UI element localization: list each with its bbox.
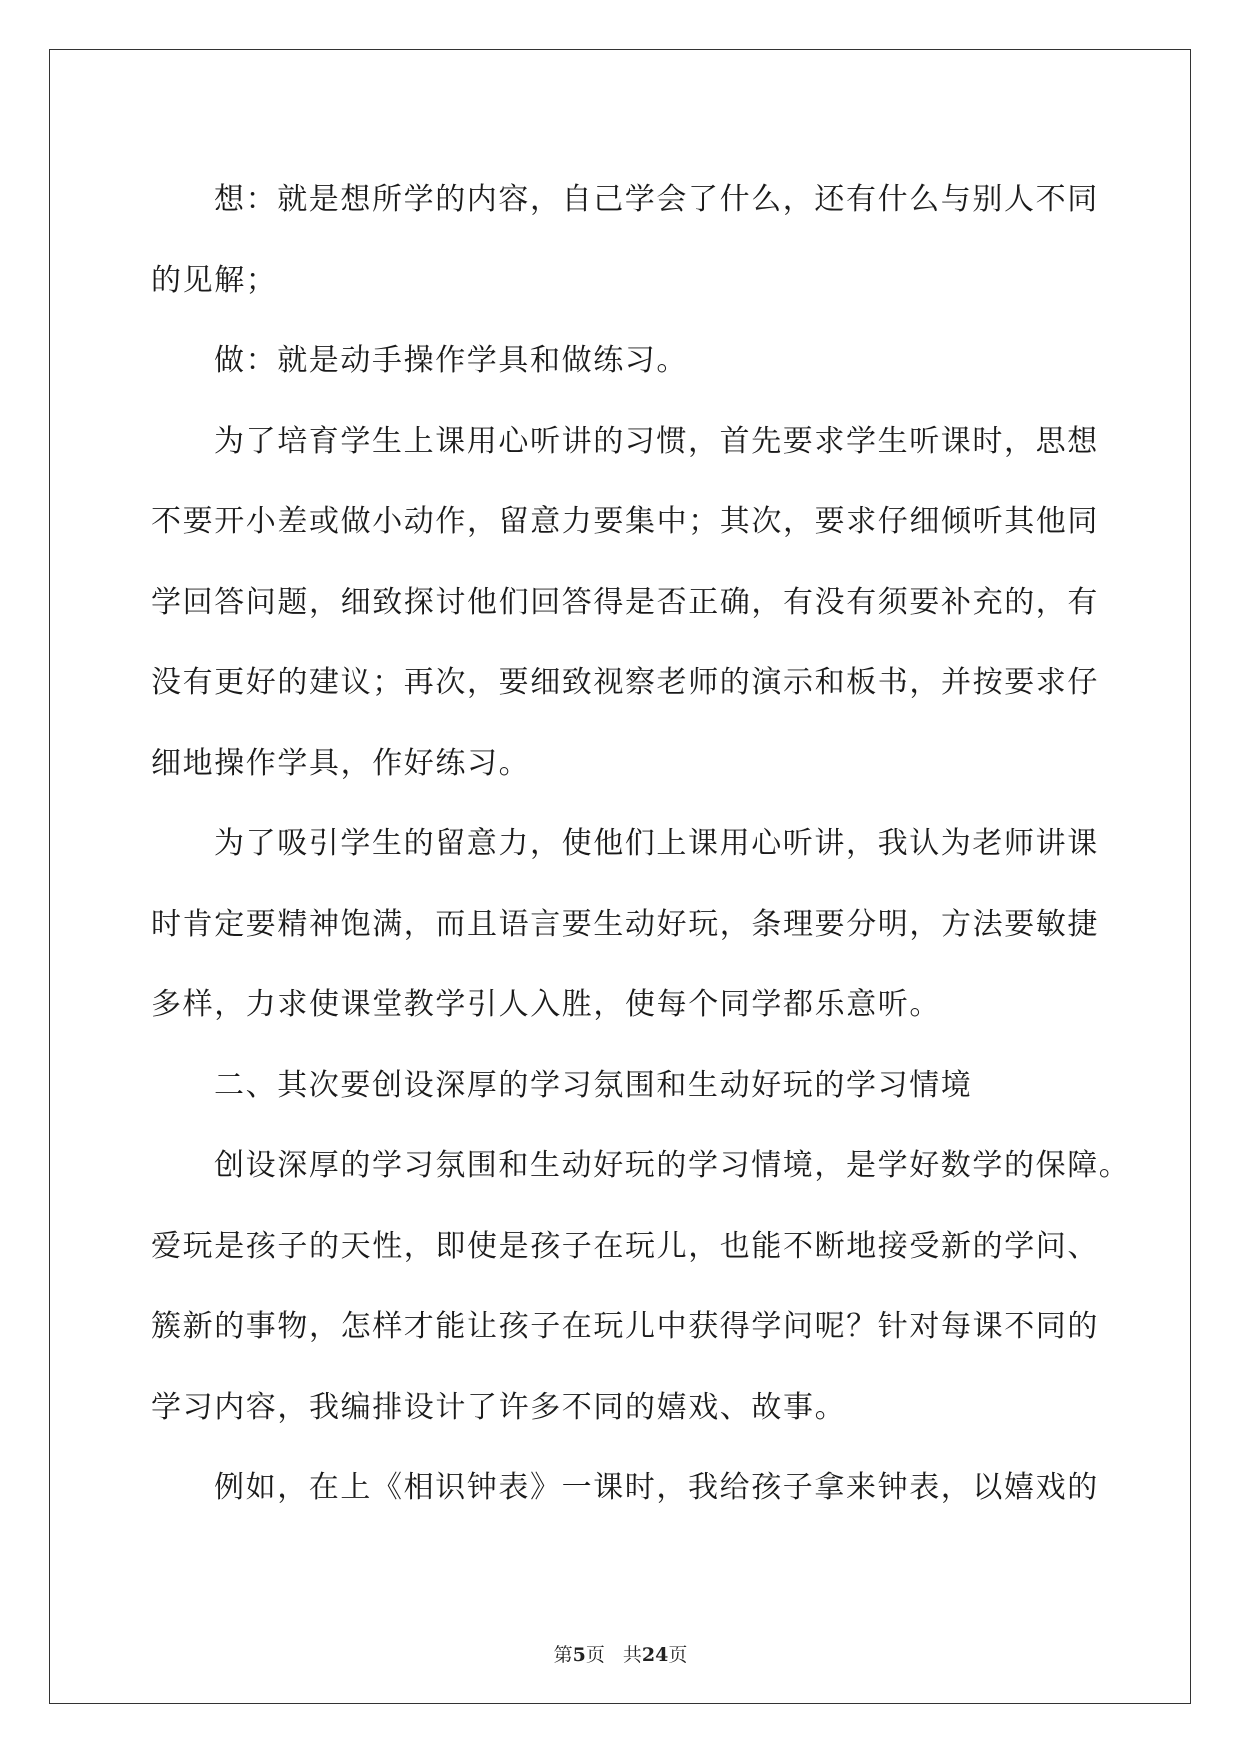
text-line: 不要开小差或做小动作，留意力要集中；其次，要求仔细倾听其他同 [151, 504, 1099, 539]
text-line: 做：就是动手操作学具和做练习。 [214, 343, 688, 378]
text-line: 学回答问题，细致探讨他们回答得是否正确，有没有须要补充的，有 [151, 584, 1099, 620]
text-line: 的见解； [151, 262, 278, 298]
text-line: 为了吸引学生的留意力，使他们上课用心听讲，我认为老师讲课 [214, 826, 1099, 861]
document-body [151, 160, 1131, 1529]
text-line: 例如，在上《相识钟表》一课时，我给孩子拿来钟表，以嬉戏的 [214, 1470, 1099, 1505]
text-line: 时肯定要精神饱满，而且语言要生动好玩，条理要分明，方法要敏捷 [151, 906, 1099, 942]
text-line: 多样，力求使课堂教学引人入胜，使每个同学都乐意听。 [151, 987, 941, 1022]
text-line: 想：就是想所学的内容，自己学会了什么，还有什么与别人不同 [214, 182, 1099, 217]
text-line: 爱玩是孩子的天性，即使是孩子在玩儿，也能不断地接受新的学问、 [151, 1228, 1099, 1264]
page-footer [0, 1640, 1241, 1667]
text-line: 簇新的事物，怎样才能让孩子在玩儿中获得学问呢？针对每课不同的 [151, 1309, 1099, 1344]
footer-total-suffix: 页 [668, 1644, 688, 1666]
total-page-count: 24 [641, 1644, 669, 1666]
footer-page-suffix: 页 [585, 1644, 605, 1666]
footer-prefix: 第 [553, 1644, 573, 1666]
text-line: 细地操作学具，作好练习。 [151, 745, 531, 781]
text-line: 没有更好的建议；再次，要细致视察老师的演示和板书，并按要求仔 [151, 665, 1099, 700]
footer-total-prefix: 共 [622, 1644, 642, 1666]
text-line: 为了培育学生上课用心听讲的习惯，首先要求学生听课时，思想 [214, 423, 1099, 459]
text-line: 学习内容，我编排设计了许多不同的嬉戏、故事。 [151, 1389, 847, 1425]
current-page-number: 5 [572, 1644, 586, 1666]
text-line: 创设深厚的学习氛围和生动好玩的学习情境，是学好数学的保障。 [214, 1148, 1131, 1183]
text-line: 二、其次要创设深厚的学习氛围和生动好玩的学习情境 [214, 1067, 973, 1103]
